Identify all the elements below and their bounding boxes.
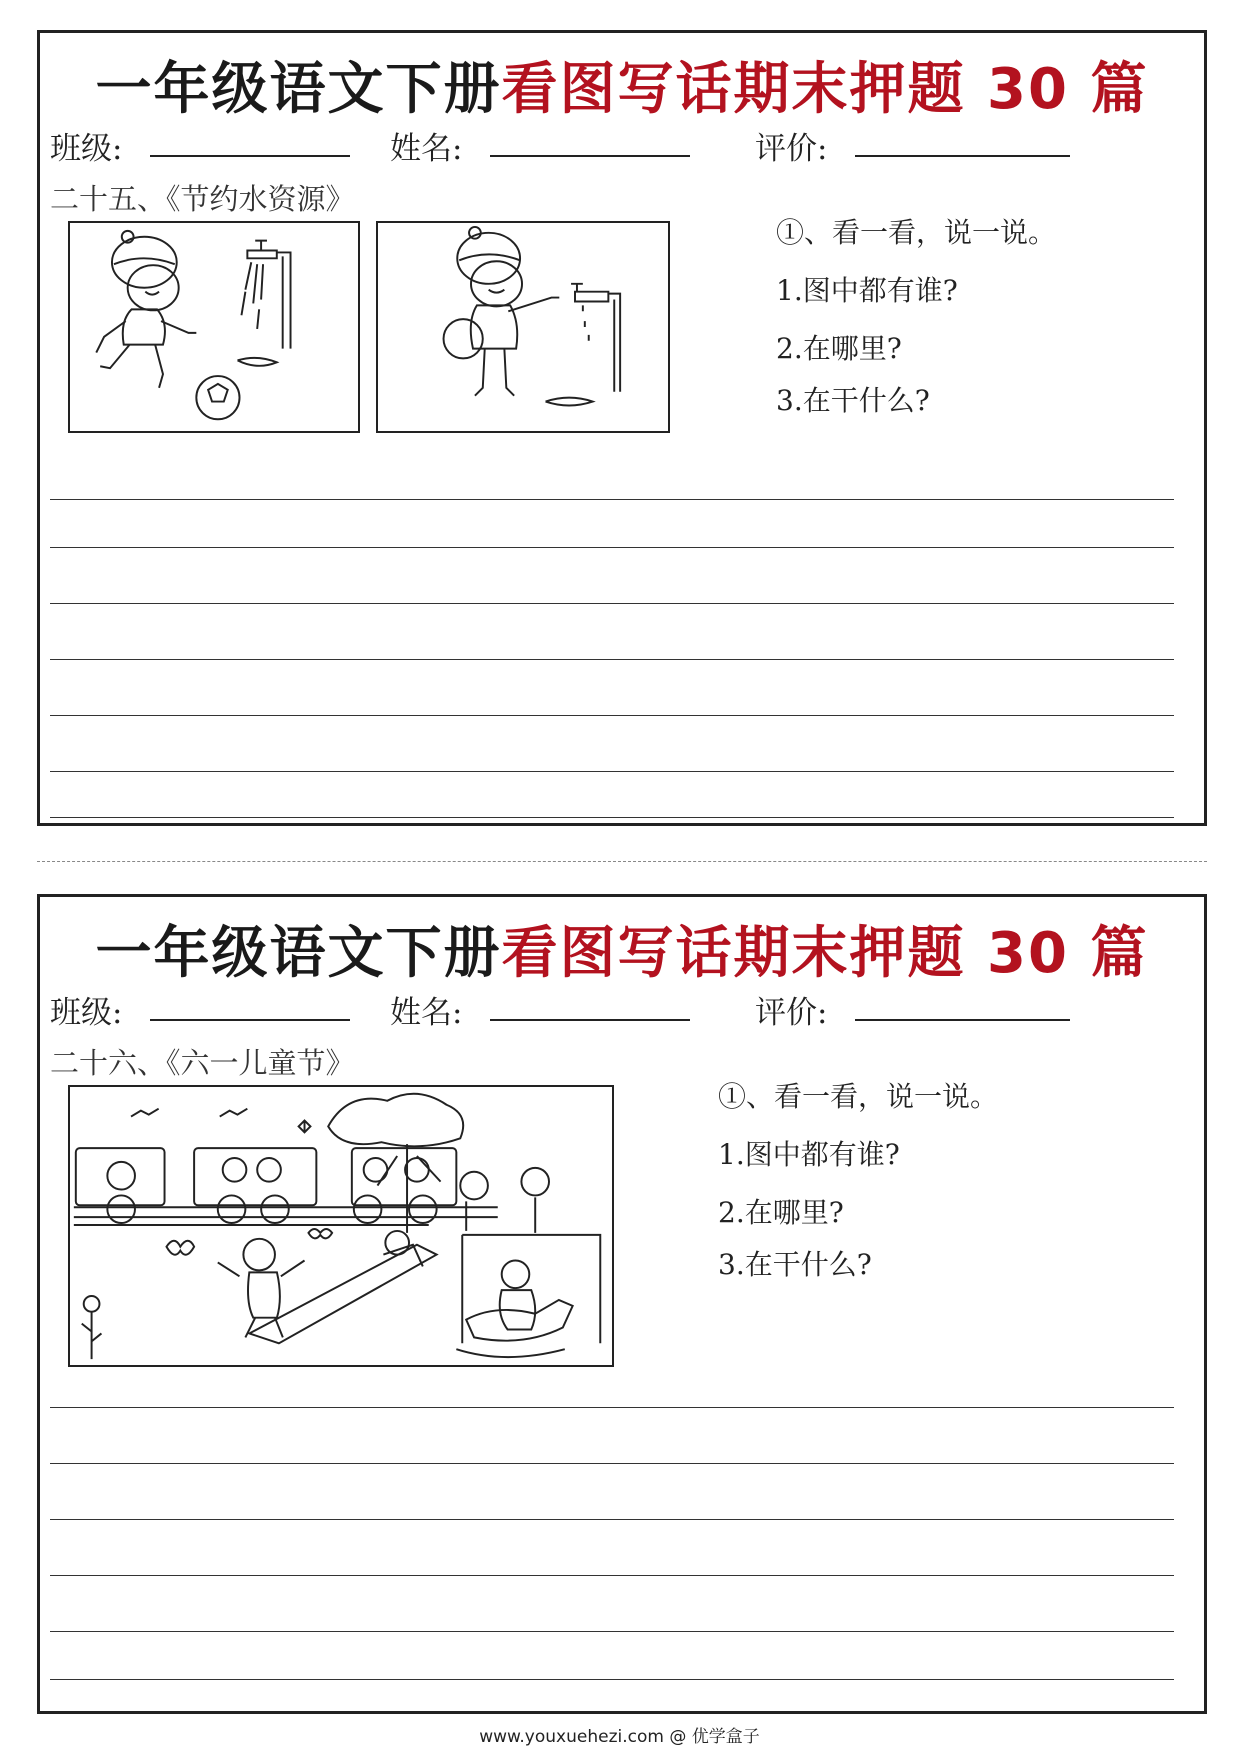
- title-red-part: 看图写话期末押题 30 篇: [501, 57, 1149, 122]
- title-black-part: 一年级语文下册: [95, 57, 502, 122]
- worksheet-title: [40, 45, 1204, 125]
- writing-line[interactable]: [50, 1519, 1174, 1520]
- worksheet-25: [37, 30, 1207, 826]
- name-blank[interactable]: [490, 155, 690, 157]
- rating-blank[interactable]: [855, 1019, 1070, 1021]
- writing-line[interactable]: [50, 1407, 1174, 1408]
- student-info-row: [50, 123, 1194, 167]
- writing-line[interactable]: [50, 817, 1174, 818]
- title-red-part: 看图写话期末押题 30 篇: [501, 921, 1149, 986]
- section-title: 二十六、《六一儿童节》: [50, 1046, 355, 1080]
- illustration-childrens-day-playground: [68, 1085, 614, 1367]
- worksheet-26: [37, 894, 1207, 1714]
- boy-football-drawing: [70, 223, 358, 431]
- class-label: 班级:: [50, 131, 123, 167]
- writing-line[interactable]: [50, 771, 1174, 772]
- rating-label: 评价:: [755, 131, 828, 167]
- question-1: 1.图中都有谁?: [718, 1138, 900, 1171]
- writing-line[interactable]: [50, 547, 1174, 548]
- writing-line[interactable]: [50, 1463, 1174, 1464]
- question-3: 3.在干什么?: [776, 384, 930, 417]
- boy-tap-drawing: [378, 223, 668, 431]
- writing-line[interactable]: [50, 659, 1174, 660]
- rating-blank[interactable]: [855, 155, 1070, 157]
- writing-line[interactable]: [50, 499, 1174, 500]
- question-2: 2.在哪里?: [718, 1196, 844, 1229]
- writing-line[interactable]: [50, 1679, 1174, 1680]
- name-label: 姓名:: [390, 131, 463, 167]
- class-label: 班级:: [50, 995, 123, 1031]
- worksheet-title: [40, 909, 1204, 989]
- section-title: 二十五、《节约水资源》: [50, 182, 355, 216]
- class-blank[interactable]: [150, 155, 350, 157]
- writing-line[interactable]: [50, 715, 1174, 716]
- footer-source: www.youxuehezi.com @ 优学盒子: [479, 1727, 760, 1747]
- prompt-text: ①、看一看，说一说。: [776, 216, 1057, 249]
- question-1: 1.图中都有谁?: [776, 274, 958, 307]
- name-label: 姓名:: [390, 995, 463, 1031]
- illustration-boy-playing-football: [68, 221, 360, 433]
- writing-line[interactable]: [50, 603, 1174, 604]
- question-2: 2.在哪里?: [776, 332, 902, 365]
- question-3: 3.在干什么?: [718, 1248, 872, 1281]
- cut-line: [37, 861, 1207, 862]
- rating-label: 评价:: [755, 995, 828, 1031]
- writing-line[interactable]: [50, 1575, 1174, 1576]
- student-info-row: [50, 987, 1194, 1031]
- class-blank[interactable]: [150, 1019, 350, 1021]
- prompt-text: ①、看一看，说一说。: [718, 1080, 999, 1113]
- playground-drawing: [70, 1087, 612, 1365]
- illustration-boy-turning-off-tap: [376, 221, 670, 433]
- writing-line[interactable]: [50, 1631, 1174, 1632]
- name-blank[interactable]: [490, 1019, 690, 1021]
- title-black-part: 一年级语文下册: [95, 921, 502, 986]
